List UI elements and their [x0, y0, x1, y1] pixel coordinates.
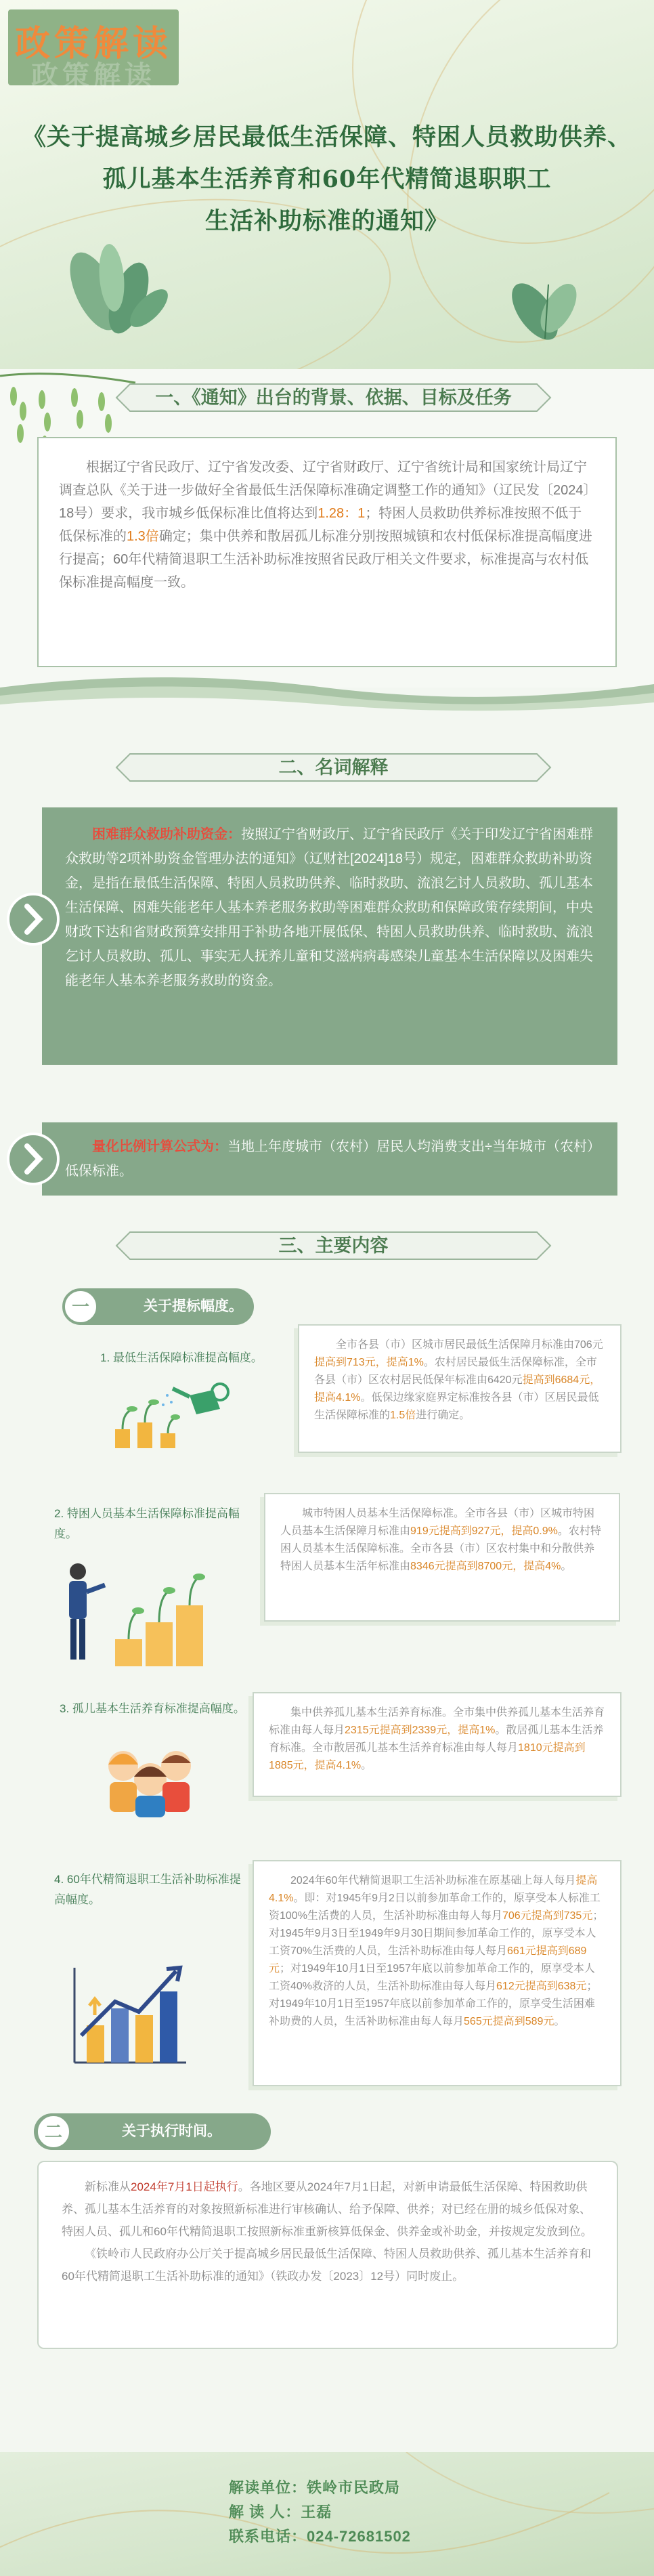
highlight-text: 919元提高到927元，提高0.9%	[410, 1525, 558, 1537]
execution-time-box	[37, 2161, 618, 2349]
text-run: ；对1949年10月1日至1957年底以前参加革命工作的，原享受生活困难补助费的人员，生活补助标准由每人每月	[269, 1981, 598, 2027]
formula-title: 量化比例计算公式为：	[92, 1139, 227, 1154]
background-paragraph	[59, 456, 595, 594]
text-run: 进行确定。	[416, 1410, 471, 1421]
highlight-text: 2024年7月1日起执行	[131, 2180, 238, 2193]
section-heading	[115, 1231, 552, 1261]
highlight-text: 706元提高到735元	[502, 1910, 593, 1922]
text-run: ；对1945年9月3日至1949年9月30日期间参加革命工作的，原享受本人工资70%生活费的人员，生活补助标准由每人每月	[269, 1910, 604, 1957]
term-paragraph	[65, 822, 594, 993]
standard-detail-text	[269, 1704, 605, 1775]
formula-explanation-box	[42, 1122, 617, 1196]
section-heading-text: 三、主要内容	[278, 1236, 389, 1256]
highlight-text: 提高到6684元，提高4.1%	[314, 1374, 601, 1403]
text-run: 。农村特困人员基本生活保障标准。全市各县（市）区农村集中和分散供养特困人员基本生活年标准由	[280, 1525, 601, 1572]
highlight-text: 8346元提高到8700元，提高4%	[410, 1561, 561, 1572]
text-run: 。	[361, 1760, 372, 1771]
highlight-text: 1.5倍	[390, 1410, 416, 1421]
standard-detail-box	[264, 1493, 620, 1622]
term-text: 按照辽宁省财政厅、辽宁省民政厅《关于印发辽宁省困难群众救助等2项补助资金管理办法的通知》（辽财社[2024]18号）规定，困难群众救助补助资金，是指在最低生活保障、特困人员救助供养、临时救助、流浪乞讨人员救助、孤儿基本生活保障、困难失能老年人基本养老服务救助等困难群众救助和保障政策存续期间，中央财政下达和省财政预算安排用于补助各地开展低保、特困人员救助供养、临时救助、流浪乞讨人员救助、孤儿、事实无人抚养儿童和艾滋病病毒感染儿童基本生活保障以及困难失能老年人基本养老服务救助的资金。	[65, 827, 593, 988]
highlight-text: 565元提高到589元	[464, 2016, 554, 2027]
formula-text: 当地上年度城市（农村）居民人均消费支出÷当年城市（农村）低保标准。	[65, 1139, 594, 1179]
text-run: 新标准从	[85, 2180, 131, 2193]
standard-detail-box	[253, 1860, 622, 2086]
interpretation-unit: 解读单位：铁岭市民政局	[229, 2479, 401, 2496]
badge-reflection: 政策解读	[31, 61, 156, 91]
document-title	[7, 117, 647, 242]
bar-chart-growth-icon	[68, 1961, 190, 2073]
background-paragraph-box	[37, 437, 617, 667]
section-heading-text: 一、《通知》出台的背景、依据、目标及任务	[155, 387, 512, 408]
children-group-icon	[95, 1737, 210, 1819]
text-run: 2024年60年代精简退职工生活补助标准在原基础上每人每月	[290, 1875, 576, 1886]
badge-title: 政策解读	[14, 24, 172, 64]
text-run: 。散居孤儿基本生活养育标准。全市散居孤儿基本生活养育标准由每人每月	[269, 1725, 604, 1754]
subsection-number: 二	[35, 2113, 72, 2150]
text-run: 。即：对1945年9月2日以前参加革命工作的，原享受本人标准工资100%生活费的人员，生活补助标准由每人每月	[269, 1893, 601, 1922]
business-growth-icon	[54, 1558, 217, 1673]
text-run: 根据辽宁省民政厅、辽宁省发改委、辽宁省财政厅、辽宁省统计局和国家统计局辽宁调查总队《关于进一步做好全省最低生活保障标准确定调整工作的通知》（辽民发〔2024〕18号）要求，我市城乡低保标准比值将达到	[59, 460, 590, 521]
standard-detail-text	[269, 1872, 605, 2031]
standard-detail-box	[298, 1324, 622, 1453]
item-label: 3. 孤儿基本生活养育标准提高幅度。	[60, 1702, 245, 1715]
formula-paragraph	[65, 1135, 594, 1183]
leaf-cluster-icon	[47, 237, 183, 339]
text-run: 。农村居民最低生活保障标准，全市各县（市）区农村居民低保年标准由6420元	[314, 1357, 597, 1386]
item-label: 2. 特困人员基本生活保障标准提高幅度。	[54, 1507, 240, 1540]
term-explanation-box	[42, 807, 617, 1065]
section-background	[0, 369, 654, 688]
text-run: 。各地区要从2024年7月1日起，对新申请最低生活保障、特困救助供养、孤儿基本生活养育的对象按照新标准进行审核确认、给予保障、供养；对已经在册的城乡低保对象、特困人员、孤儿和60年代精简退职工按照新标准重新核算低保金、供养金或补助金，并按规定发放到位。	[62, 2180, 592, 2238]
subsection-number: 一	[62, 1288, 99, 1325]
highlight-text: 2315元提高到2339元，提高1%	[345, 1725, 496, 1736]
text-run: 全市各县（市）区城市居民最低生活保障月标准由706元	[336, 1339, 603, 1351]
text-run: 。	[554, 2016, 565, 2027]
policy-interpretation-badge	[8, 9, 179, 91]
document-title-line: 《关于提高城乡居民最低生活保障、特困人员救助供养、	[22, 123, 632, 151]
text-run: 集中供养孤儿基本生活养育标准。全市集中供养孤儿基本生活养育标准由每人每月	[269, 1707, 605, 1736]
watering-coins-icon	[112, 1375, 240, 1450]
header-banner	[0, 0, 654, 369]
highlight-text: 提高4.1%	[269, 1875, 598, 1904]
section-heading	[115, 753, 552, 782]
ratio-highlight: 1.28：1	[318, 506, 366, 521]
highlight-text: 1810元提高到1885元，提高4.1%	[269, 1742, 586, 1771]
execution-paragraph	[62, 2176, 594, 2243]
term-title: 困难群众救助补助资金：	[92, 827, 241, 842]
standard-detail-text	[314, 1336, 605, 1424]
standard-detail-text	[280, 1505, 604, 1576]
highlight-text: 661元提高到689元	[269, 1945, 587, 1975]
item-label: 1. 最低生活保障标准提高幅度。	[100, 1351, 263, 1364]
chevron-right-icon	[7, 1133, 60, 1185]
subsection-label: 关于执行时间。	[122, 2124, 221, 2139]
chevron-right-icon	[7, 893, 60, 946]
document-title-line: 生活补助标准的通知》	[204, 207, 449, 235]
text-run: 确定；集中供养和散居孤儿标准分别按照城镇和农村低保标准提高幅度进行提高；60年代精简退职工生活补助标准按照省民政厅相关文件要求，标准提高与农村低保标准提高幅度一致。	[59, 529, 592, 590]
highlight-text: 提高到713元，提高1%	[314, 1357, 424, 1368]
text-run: ；特困人员救助供养标准按照不低于低保标准的	[59, 506, 582, 544]
interpreter: 解 读 人：王磊	[229, 2504, 332, 2520]
wave-divider	[0, 667, 654, 715]
item-label: 4. 60年代精简退职工生活补助标准提高幅度。	[54, 1873, 241, 1906]
text-run: ；对1949年10月1日至1957年底以前参加革命工作的，原享受本人工资40%救济的人员，生活补助标准由每人每月	[269, 1963, 595, 1992]
text-run: 。	[561, 1561, 572, 1572]
text-run: 。低保边缘家庭界定标准按各县（市）区居民最低生活保障标准的	[314, 1392, 599, 1421]
repeal-paragraph: 《铁岭市人民政府办公厅关于提高城乡居民最低生活保障、特困人员救助供养、孤儿基本生活养育和60年代精简退职工生活补助标准的通知》（铁政办发〔2023〕12号）同时废止。	[62, 2247, 591, 2283]
highlight-text: 612元提高到638元	[496, 1981, 587, 1992]
text-run: 城市特困人员基本生活保障标准。全市各县（市）区城市特困人员基本生活保障月标准由	[280, 1508, 595, 1537]
subsection-label: 关于提标幅度。	[144, 1298, 243, 1314]
section-heading-text: 二、名词解释	[278, 757, 389, 778]
multiple-highlight: 1.3倍	[127, 529, 159, 544]
document-title-line: 孤儿基本生活养育和60年代精简退职职工	[102, 165, 552, 193]
leaf-cluster-icon	[498, 271, 592, 345]
section-heading	[115, 383, 552, 413]
standard-detail-box	[253, 1692, 622, 1797]
contact-phone: 联系电话：024-72681502	[229, 2528, 411, 2545]
footer	[0, 2452, 654, 2576]
